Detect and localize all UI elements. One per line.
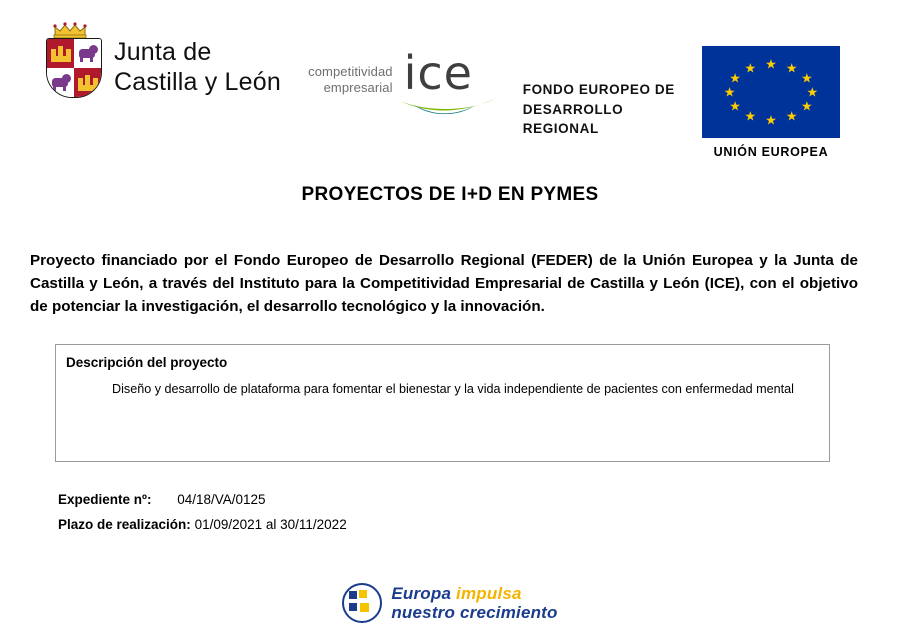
page-title: PROYECTOS DE I+D EN PYMES	[301, 184, 599, 205]
eu-star-icon: ★	[785, 108, 798, 124]
ice-letters: ice	[403, 46, 473, 100]
eu-star-icon: ★	[729, 98, 741, 114]
feder-line1: FONDO EUROPEO DE	[522, 82, 675, 97]
expediente-value: 04/18/VA/0125	[177, 492, 266, 508]
feder-text-block	[523, 22, 675, 139]
footer-logo	[0, 583, 900, 623]
plazo-row	[58, 513, 900, 538]
castle-icon	[78, 75, 98, 91]
junta-logo-text	[114, 22, 281, 97]
eu-caption: UNIÓN EUROPEA	[713, 145, 829, 159]
junta-logo-line1: Junta de	[114, 38, 212, 66]
junta-logo-line2: Castilla y León	[114, 67, 281, 96]
ice-mark	[400, 48, 496, 120]
ice-logo	[308, 22, 496, 120]
ice-claim-text	[308, 48, 393, 97]
project-description-heading: Descripción del proyecto	[66, 355, 228, 371]
project-details	[58, 488, 900, 538]
eu-star-icon: ★	[765, 112, 777, 128]
feder-line3: REGIONAL	[522, 121, 599, 137]
shield-body	[46, 38, 102, 98]
quarter-castle-2	[74, 68, 101, 97]
eu-star-icon: ★	[744, 60, 757, 76]
eu-star-icon: ★	[801, 98, 813, 114]
ice-claim-line1: competitividad	[308, 64, 393, 79]
plazo-value: 01/09/2021 al 30/11/2022	[194, 517, 347, 533]
lion-icon	[50, 74, 72, 92]
ice-swoosh-icon	[400, 98, 494, 116]
plazo-label: Plazo de realización:	[58, 517, 191, 533]
eu-star-icon: ★	[744, 108, 757, 124]
castilla-leon-coat-of-arms-icon	[40, 22, 106, 98]
eu-star-icon: ★	[723, 84, 736, 100]
footer-slogan-line2: nuestro crecimiento	[391, 603, 558, 622]
quarter-lion-2	[47, 68, 74, 97]
logo-header	[0, 0, 900, 159]
feder-line2: DESARROLLO	[522, 101, 624, 117]
eu-star-icon: ★	[785, 60, 798, 76]
footer-slogan-word-impulsa: impulsa	[456, 583, 522, 603]
expediente-label: Expediente nº:	[58, 492, 152, 508]
project-description-text: Diseño y desarrollo de plataforma para fomentar el bienestar y la vida independiente de pacientes con enfermedad mental	[112, 382, 794, 397]
eu-star-icon: ★	[806, 84, 819, 100]
eu-star-icon: ★	[765, 56, 777, 72]
funding-statement: Proyecto financiado por el Fondo Europeo de Desarrollo Regional (FEDER) de la Unión Europea y la Junta de Castilla y León, a través del Instituto para la Competitividad Empresarial de Castilla y León (ICE), con el objetivo de potenciar la investigación, el desarrollo tecnológico y la innovación.	[30, 252, 858, 315]
eu-star-icon: ★	[801, 70, 813, 86]
footer-slogan-line1	[391, 584, 557, 603]
junta-castilla-leon-logo	[40, 22, 281, 98]
crown-icon	[53, 22, 93, 38]
castle-icon	[51, 46, 71, 62]
european-union-logo	[702, 22, 840, 159]
quarter-lion-1	[74, 39, 101, 68]
europa-impulsa-icon	[342, 583, 382, 623]
ice-claim-line2: empresarial	[323, 80, 393, 96]
footer-slogan	[391, 584, 557, 622]
eu-star-icon: ★	[729, 70, 741, 86]
footer-slogan-word-europa: Europa	[391, 583, 452, 603]
lion-icon	[77, 45, 99, 63]
expediente-row	[58, 488, 900, 513]
project-description-box	[55, 344, 830, 462]
eu-flag-icon	[702, 46, 840, 138]
quarter-castle-1	[47, 39, 74, 68]
